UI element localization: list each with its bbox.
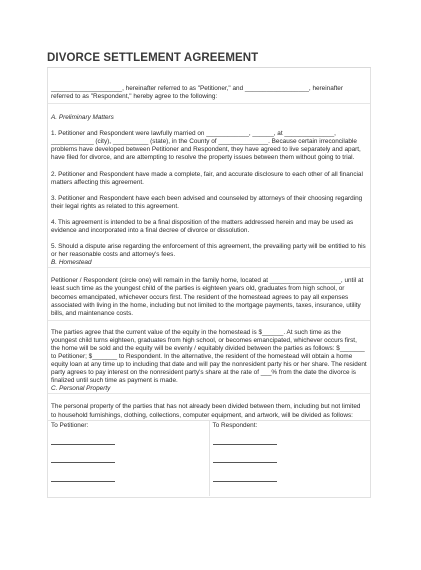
clause-b1: Petitioner / Respondent (circle one) will remain in the family home, located at ____________________, until at least such time as the youngest child of the parties is eighteen years old, graduates from high school, or becomes emancipated, whichever occurs first. The resident of the homestead agrees to pay all expenses associated with living in the home, including but not limited to the mortgage payments, taxes, insurance, utility bills, and maintenance costs.: [51, 277, 364, 317]
section-b-heading: B. Homestead: [51, 259, 92, 267]
document-page: [47, 50, 371, 498]
clause-b2: The parties agree that the current value of the equity in the homestead is $______. At such time as the youngest child turns eighteen, graduates from high school, or becomes emancipated, whichever occurs first, the home will be sold and the equity will be evenly / equitably divided between the parties as follows: $_______ to Petitioner; $_______ to Respondent. In the alternative, the resident of the homestead will obtain a home equity loan at any time up to including that date and will pay the nonresident party his or her share. The resident party agrees to pay interest on the nonresident party's share at the rate of ___% from the date the divorce is finalized until such time as payment is made.: [51, 328, 367, 385]
equity-row: [48, 321, 370, 395]
petitioner-item-line-1[interactable]: [51, 444, 115, 445]
section-a-row: [48, 104, 370, 268]
petitioner-item-line-2[interactable]: [51, 462, 115, 463]
clause-a1: 1. Petitioner and Respondent were lawfully married on ____________, ______, at ______________, ____________ (city), __________ (state), in the County of ______________. Because certain irreconcilable problems have developed between Petitioner and Respondent, they have agreed to live separately and apart, have filed for divorce, and are attempting to resolve the property issues between them without going to trial.: [51, 130, 361, 162]
clause-a3: 3. Petitioner and Respondent have each been advised and counseled by attorneys of their choosing regarding their legal rights as related to this agreement.: [51, 194, 363, 210]
clause-c1: The personal property of the parties that has not already been divided between them, including but not limited to household furnishings, clothing, collections, computer equipment, and artwork, will be divided as follows:: [51, 403, 361, 419]
section-c-heading: C. Personal Property: [51, 385, 111, 393]
respondent-item-line-2[interactable]: [213, 462, 277, 463]
property-division-table: [48, 420, 370, 496]
respondent-column: [210, 421, 371, 496]
intro-paragraph: ____________________, hereinafter referred to as "Petitioner," and __________________, hereinafter referred to as "Respondent," hereby agree to the following:: [51, 85, 343, 101]
respondent-item-line-3[interactable]: [213, 481, 277, 482]
document-body: [47, 68, 371, 498]
intro-row: [48, 68, 370, 104]
clause-a4: 4. This agreement is intended to be a final disposition of the matters addressed herein and may be used as evidence and incorporated into a final decree of divorce or dissolution.: [51, 218, 354, 235]
petitioner-column: [48, 421, 210, 496]
to-petitioner-label: To Petitioner:: [51, 421, 89, 429]
petitioner-item-line-3[interactable]: [51, 481, 115, 482]
section-a-heading: A. Preliminary Matters: [51, 114, 114, 122]
homestead-row: [48, 268, 370, 320]
personal-property-row: [48, 394, 370, 496]
document-title: DIVORCE SETTLEMENT AGREEMENT: [47, 50, 371, 68]
respondent-item-line-1[interactable]: [213, 444, 277, 445]
clause-a2: 2. Petitioner and Respondent have made a complete, fair, and accurate disclosure to each other of all financial matters affecting this agreement.: [51, 170, 363, 186]
to-respondent-label: To Respondent:: [212, 421, 258, 429]
clause-a5: 5. Should a dispute arise regarding the enforcement of this agreement, the prevailing party will be entitled to his or her reasonable costs and attorney's fees.: [51, 243, 366, 259]
